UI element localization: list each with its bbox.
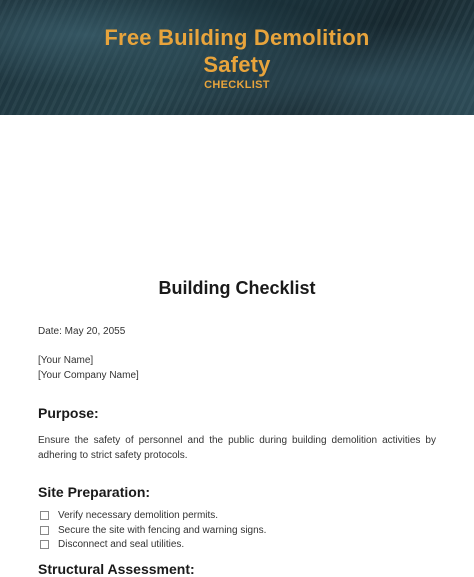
document-title: Building Checklist	[158, 278, 316, 298]
checklist-item	[40, 510, 218, 521]
checkbox[interactable]	[40, 526, 49, 535]
checklist-item	[40, 539, 184, 550]
checklist-item-label: Verify necessary demolition permits.	[58, 510, 219, 521]
banner-subtitle: CHECKLIST	[204, 79, 270, 91]
header-banner	[0, 0, 474, 115]
checklist-item	[40, 525, 266, 536]
your-name-placeholder: [Your Name]	[38, 355, 94, 366]
checklist-item-label: Disconnect and seal utilities.	[58, 539, 185, 550]
date-line: Date: May 20, 2055	[38, 326, 126, 337]
banner-title	[0, 24, 474, 78]
checkbox[interactable]	[40, 511, 49, 520]
checklist-item-label: Secure the site with fencing and warning signs.	[58, 525, 267, 536]
checkbox[interactable]	[40, 540, 49, 549]
banner-title-line2: Safety	[203, 52, 271, 77]
company-name-placeholder: [Your Company Name]	[38, 370, 139, 381]
structural-assessment-heading: Structural Assessment:	[38, 561, 195, 577]
purpose-paragraph: Ensure the safety of personnel and the public during building demolition activities by adhering to strict safety protocols.	[38, 435, 436, 461]
purpose-heading: Purpose:	[38, 405, 99, 421]
site-preparation-heading: Site Preparation:	[38, 484, 151, 500]
banner-title-line1: Free Building Demolition	[104, 25, 370, 50]
